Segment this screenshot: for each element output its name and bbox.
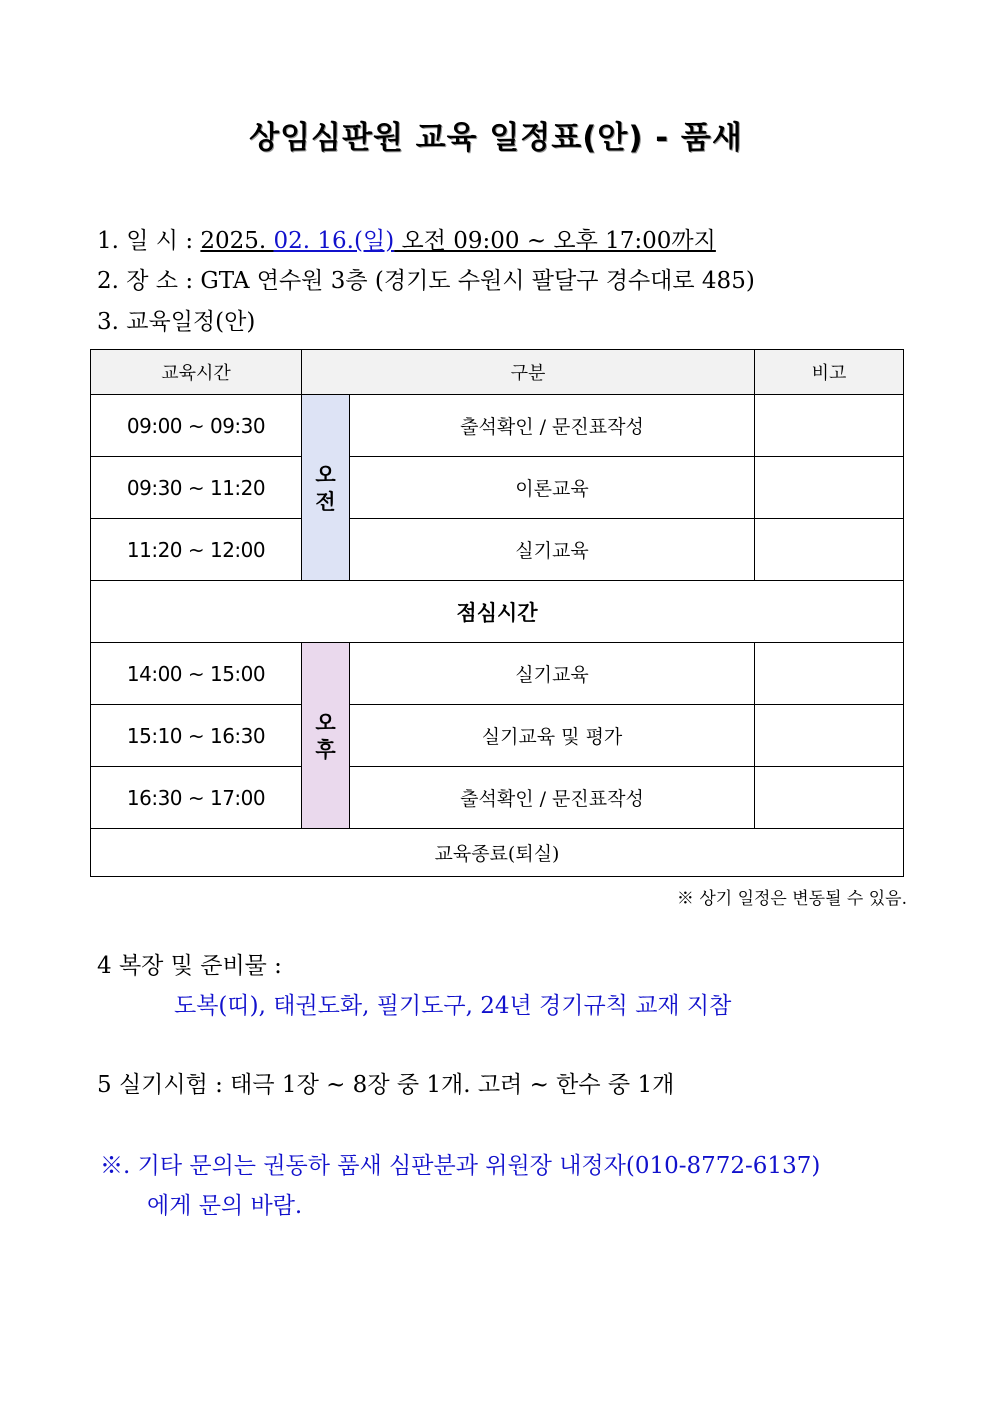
row-time: 14:00 ~ 15:00 (91, 643, 302, 705)
pm-label-char: 오 (315, 709, 336, 735)
row-note (755, 767, 904, 829)
datetime-weekday: (일) (354, 228, 395, 254)
row-time: 11:20 ~ 12:00 (91, 519, 302, 581)
header-time: 교육시간 (91, 350, 302, 395)
table-row (91, 519, 904, 581)
page-title: 상임심판원 교육 일정표(안) - 품새 (249, 120, 743, 156)
row-content: 실기교육 (350, 643, 755, 705)
row-time: 09:00 ~ 09:30 (91, 395, 302, 457)
contact-line2: 에게 문의 바람. (147, 1193, 303, 1219)
row-note (755, 705, 904, 767)
table-row (91, 643, 904, 705)
am-label-char: 전 (315, 488, 336, 514)
info-location: 2. 장 소 : GTA 연수원 3층 (경기도 수원시 팔달구 경수대로 485) (97, 268, 755, 294)
header-category: 구분 (302, 350, 755, 395)
datetime-label: 1. 일 시 : (97, 228, 201, 254)
row-note (755, 457, 904, 519)
row-note (755, 395, 904, 457)
pm-label-char: 후 (315, 736, 336, 762)
info-schedule-heading: 3. 교육일정(안) (97, 309, 256, 335)
info-datetime (97, 222, 716, 255)
datetime-date: 02. 16. (273, 228, 354, 254)
section4-heading: 4 복장 및 준비물 : (97, 953, 282, 979)
lunch-row (91, 581, 904, 643)
row-content: 실기교육 및 평가 (350, 705, 755, 767)
row-note (755, 519, 904, 581)
row-content: 출석확인 / 문진표작성 (350, 395, 755, 457)
end-row (91, 829, 904, 877)
row-time: 09:30 ~ 11:20 (91, 457, 302, 519)
row-note (755, 643, 904, 705)
row-content: 이론교육 (350, 457, 755, 519)
table-row (91, 705, 904, 767)
schedule-table (90, 349, 904, 877)
table-row (91, 395, 904, 457)
section4-items: 도복(띠), 태권도화, 필기도구, 24년 경기규칙 교재 지참 (174, 993, 732, 1019)
datetime-year: 2025. (200, 228, 274, 254)
pm-label (302, 643, 350, 829)
header-note: 비고 (755, 350, 904, 395)
section5-practical-exam: 5 실기시험 : 태극 1장 ~ 8장 중 1개. 고려 ~ 한수 중 1개 (97, 1072, 675, 1098)
row-content: 실기교육 (350, 519, 755, 581)
lunch-label: 점심시간 (91, 581, 904, 643)
am-label (302, 395, 350, 581)
table-row (91, 767, 904, 829)
row-time: 16:30 ~ 17:00 (91, 767, 302, 829)
am-label-char: 오 (315, 461, 336, 487)
schedule-change-note: ※ 상기 일정은 변동될 수 있음. (676, 889, 907, 909)
contact-line1: ※. 기타 문의는 권동하 품새 심판분과 위원장 내정자(010-8772-6137) (100, 1153, 821, 1179)
row-content: 출석확인 / 문진표작성 (350, 767, 755, 829)
datetime-hours: 오전 09:00 ~ 오후 17:00까지 (394, 228, 716, 254)
table-row (91, 457, 904, 519)
end-label: 교육종료(퇴실) (91, 829, 904, 877)
row-time: 15:10 ~ 16:30 (91, 705, 302, 767)
table-header-row (91, 350, 904, 395)
